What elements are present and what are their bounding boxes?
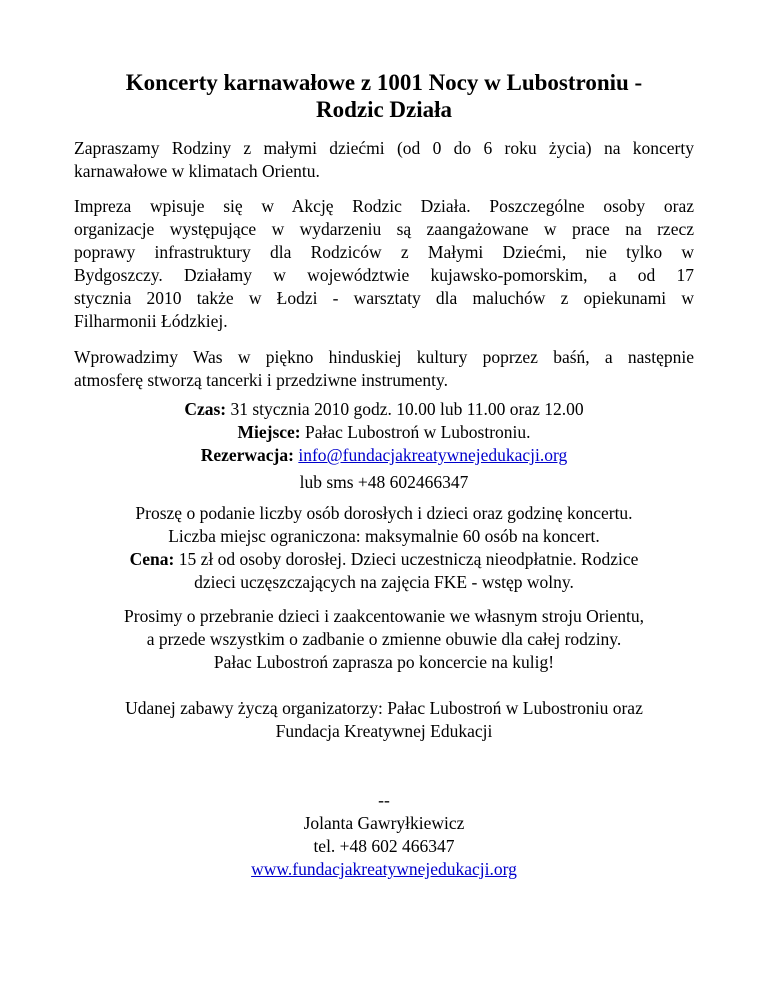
signature-phone: tel. +48 602 466347	[313, 836, 455, 856]
place-line	[74, 421, 694, 444]
impreza-paragraph	[74, 195, 694, 333]
booking-info	[74, 502, 694, 594]
capacity-line: Liczba miejsc ograniczona: maksymalnie 60 osób na koncert.	[168, 526, 600, 546]
dress-code-line-2: a przede wszystkim o zadbanie o zmienne obuwie dla całej rodziny.	[146, 629, 622, 649]
time-line	[74, 398, 694, 421]
dress-code-line-1: Prosimy o przebranie dzieci i zaakcentowanie we własnym stroju Orientu,	[124, 606, 644, 626]
signature-website-line	[74, 858, 694, 881]
price-value: 15 zł od osoby dorosłej. Dzieci uczestniczą nieodpłatnie. Rodzice	[174, 549, 639, 569]
intro-line-2: karnawałowe w klimatach Orientu.	[74, 161, 320, 181]
dress-code-paragraph	[74, 605, 694, 674]
impreza-line: Impreza wpisuje się w Akcję Rodzic Działa. Poszczególne osoby oraz	[74, 196, 694, 216]
booking-request-line: Proszę o podanie liczby osób dorosłych i dzieci oraz godzinę koncertu.	[135, 503, 633, 523]
reservation-email-link[interactable]: info@fundacjakreatywnejedukacji.org	[298, 445, 568, 465]
impreza-line: stycznia 2010 także w Łodzi - warsztaty dla maluchów z opiekunami w	[74, 288, 694, 308]
reservation-line	[74, 444, 694, 467]
wprowadzimy-paragraph	[74, 346, 694, 392]
impreza-line: Bydgoszczy. Działamy w województwie kujawsko-pomorskim, a od 17	[74, 265, 694, 285]
wprowadzimy-line-2: atmosferę stworzą tancerki i przedziwne instrumenty.	[74, 370, 448, 390]
time-value: 31 stycznia 2010 godz. 10.00 lub 11.00 oraz 12.00	[226, 399, 584, 419]
price-line-2: dzieci uczęszczających na zajęcia FKE - wstęp wolny.	[194, 572, 574, 592]
reservation-label: Rezerwacja:	[200, 445, 294, 465]
signature-separator: --	[378, 790, 390, 810]
title-line-2: Rodzic Działa	[315, 97, 453, 122]
organizers-line-1: Udanej zabawy życzą organizatorzy: Pałac Lubostroń w Lubostroniu oraz	[125, 698, 643, 718]
intro-line-1: Zapraszamy Rodziny z małymi dziećmi (od 0 do 6 roku życia) na koncerty	[74, 138, 694, 158]
website-link[interactable]: www.fundacjakreatywnejedukacji.org	[251, 859, 517, 879]
price-line	[74, 548, 694, 571]
sms-line	[74, 471, 694, 494]
time-label: Czas:	[184, 399, 227, 419]
organizers-line-2: Fundacja Kreatywnej Edukacji	[275, 721, 493, 741]
dress-code-line-3: Pałac Lubostroń zaprasza po koncercie na kulig!	[213, 652, 555, 672]
event-details	[74, 398, 694, 467]
place-label: Miejsce:	[237, 422, 301, 442]
place-value: Pałac Lubostroń w Lubostroniu.	[300, 422, 531, 442]
wprowadzimy-line-1: Wprowadzimy Was w piękno hinduskiej kultury poprzez baśń, a następnie	[74, 347, 694, 367]
signature-name: Jolanta Gawryłkiewicz	[303, 813, 465, 833]
impreza-line: poprawy infrastruktury dla Rodziców z Małymi Dziećmi, nie tylko w	[74, 242, 694, 262]
intro-paragraph	[74, 137, 694, 183]
price-label: Cena:	[129, 549, 175, 569]
impreza-line: Filharmonii Łódzkiej.	[74, 311, 228, 331]
document-title	[74, 69, 694, 123]
title-line-1: Koncerty karnawałowe z 1001 Nocy w Lubostroniu -	[125, 70, 643, 95]
impreza-line: organizacje występujące w wydarzeniu są zaangażowane w prace na rzecz	[74, 219, 694, 239]
sms-text: lub sms +48 602466347	[299, 472, 469, 492]
organizers-paragraph	[74, 697, 694, 743]
signature-block	[74, 789, 694, 881]
